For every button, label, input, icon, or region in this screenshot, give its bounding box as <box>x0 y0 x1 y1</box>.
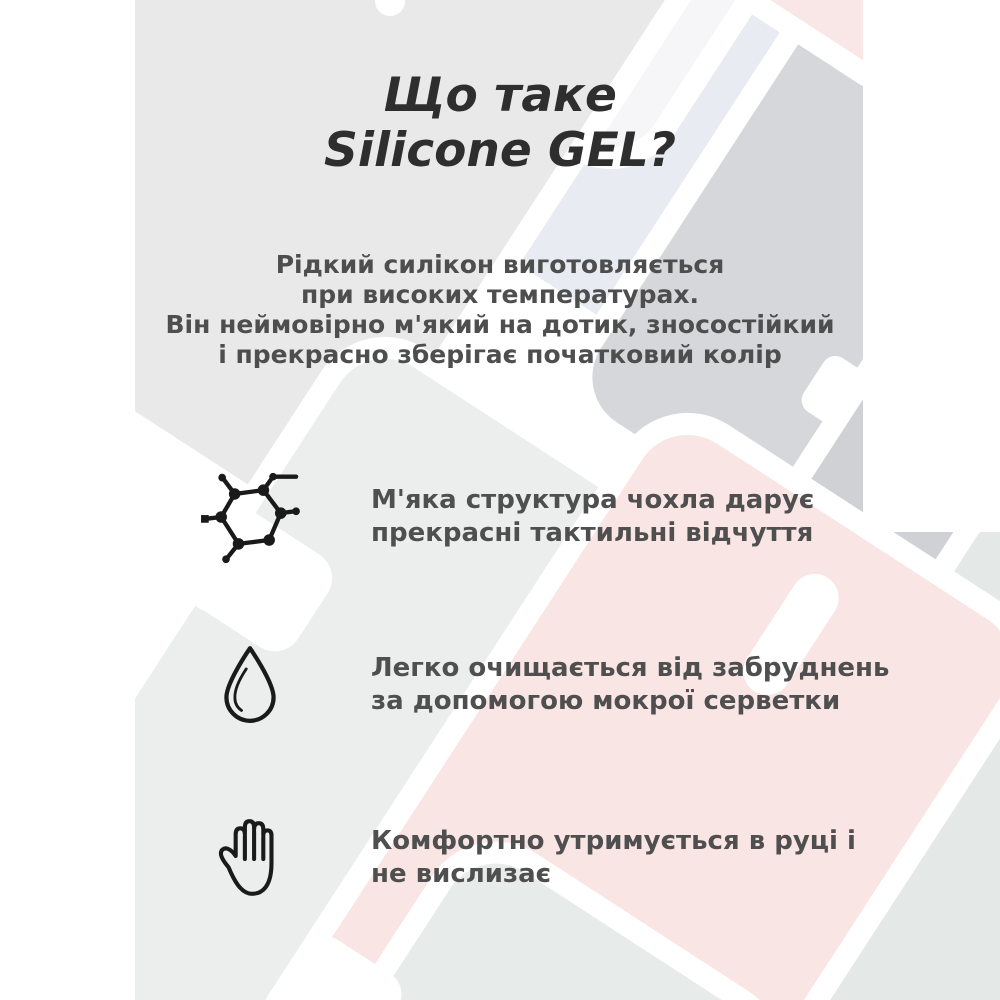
feature-line: прекрасні тактильні відчуття <box>371 518 814 548</box>
feature-text <box>371 825 856 891</box>
feature-line: Комфортно утримується в руці і <box>371 826 856 856</box>
molecule-icon <box>192 452 307 582</box>
feature-easy-clean <box>192 620 889 750</box>
feature-line: не вислизає <box>371 859 552 889</box>
hand-icon <box>192 793 307 923</box>
feature-text <box>371 484 814 550</box>
feature-line: за допомогою мокрої серветки <box>371 686 841 716</box>
feature-line: Легко очищається від забруднень <box>371 653 890 683</box>
intro-line: Він неймовірно м'який на дотик, зносостійкий <box>165 310 835 339</box>
page-title <box>0 68 1000 178</box>
feature-soft-structure <box>192 452 814 582</box>
intro-line: і прекрасно зберігає початковий колір <box>218 340 782 369</box>
intro-line: при високих температурах. <box>300 280 700 309</box>
intro-line: Рідкий силікон виготовляється <box>275 250 725 279</box>
intro-paragraph <box>0 250 1000 370</box>
feature-good-grip <box>192 793 856 923</box>
feature-text <box>371 652 889 718</box>
feature-line: М'яка структура чохла дарує <box>371 485 815 515</box>
title-line-2: Silicone GEL? <box>324 122 676 178</box>
title-line-1: Що таке <box>383 68 617 123</box>
droplet-icon <box>192 620 307 750</box>
